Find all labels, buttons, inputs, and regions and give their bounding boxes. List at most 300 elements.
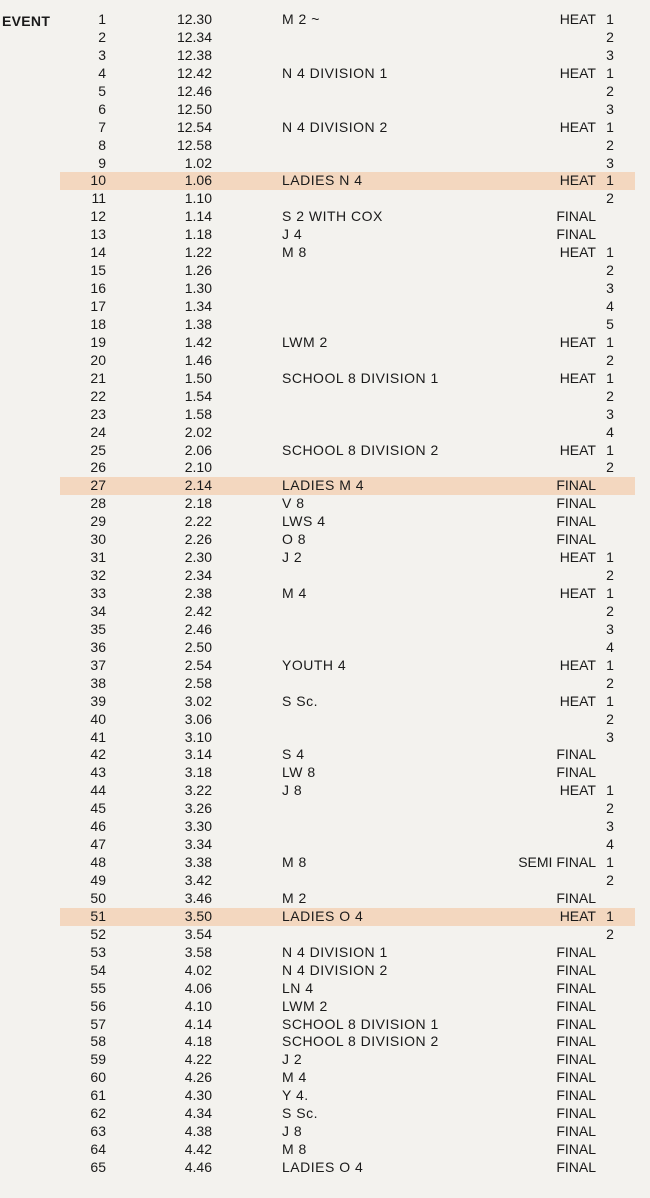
event-time: 1.38: [184, 315, 212, 332]
race-name: SCHOOL 8 DIVISION 2: [282, 1033, 439, 1050]
race-stage: HEAT: [559, 585, 596, 601]
event-time: 1.06: [184, 172, 212, 189]
race-stage: FINAL: [556, 513, 596, 530]
event-time: 2.26: [184, 531, 212, 548]
event-row: [0, 585, 650, 603]
race-stage: FINAL: [556, 477, 596, 494]
event-number: 42: [90, 746, 106, 763]
event-row: [0, 65, 650, 83]
heat-number: 2: [606, 262, 614, 279]
event-time: 4.02: [184, 961, 212, 978]
race-name: LWM 2: [282, 997, 328, 1014]
event-time: 3.10: [184, 728, 212, 745]
event-number: 31: [90, 549, 106, 566]
event-time: 2.38: [184, 585, 212, 601]
race-name: SCHOOL 8 DIVISION 1: [282, 369, 439, 386]
event-row: [0, 746, 650, 764]
event-row: [0, 872, 650, 890]
event-time: 2.02: [184, 423, 212, 440]
event-number: 57: [90, 1015, 106, 1032]
event-number: 52: [90, 925, 106, 942]
event-number: 36: [90, 638, 106, 655]
event-row: [0, 621, 650, 639]
event-row: [0, 908, 650, 926]
race-stage: FINAL: [556, 495, 596, 512]
event-time: 1.42: [184, 333, 212, 350]
event-row: [0, 513, 650, 531]
event-row: [0, 1141, 650, 1159]
event-time: 2.50: [184, 638, 212, 655]
event-number: 16: [90, 280, 106, 297]
event-number: 9: [98, 154, 106, 171]
heat-number: 3: [606, 728, 614, 745]
event-number: 54: [90, 961, 106, 978]
heat-number: 4: [606, 298, 614, 314]
event-number: 25: [90, 441, 106, 458]
race-name: J 8: [282, 1123, 303, 1140]
event-time: 3.30: [184, 818, 212, 835]
event-time: 2.54: [184, 656, 212, 673]
event-number: 10: [90, 172, 106, 189]
event-time: 4.18: [184, 1033, 212, 1050]
event-row: [0, 1033, 650, 1051]
event-number: 22: [90, 387, 106, 404]
event-number: 55: [90, 979, 106, 996]
event-time: 3.54: [184, 925, 212, 942]
race-name: N 4 DIVISION 2: [282, 961, 388, 978]
event-row: [0, 477, 650, 495]
event-time: 4.38: [184, 1123, 212, 1140]
event-number: 34: [90, 602, 106, 619]
event-row: [0, 406, 650, 424]
race-stage: HEAT: [559, 907, 596, 924]
event-number: 56: [90, 997, 106, 1014]
event-time: 1.22: [184, 244, 212, 261]
event-number: 5: [98, 82, 106, 99]
event-row: [0, 1123, 650, 1141]
event-time: 1.14: [184, 208, 212, 225]
event-row: [0, 334, 650, 352]
event-row: [0, 424, 650, 442]
event-number: 39: [90, 692, 106, 709]
event-number: 51: [90, 907, 106, 924]
event-number: 43: [90, 764, 106, 781]
heat-number: 2: [606, 674, 614, 691]
race-name: LW 8: [282, 764, 316, 781]
race-name: LADIES O 4: [282, 1159, 364, 1175]
event-row: [0, 764, 650, 782]
event-time: 4.14: [184, 1015, 212, 1032]
event-time: 3.26: [184, 800, 212, 817]
heat-number: 5: [606, 315, 614, 332]
event-row: [0, 711, 650, 729]
event-time: 2.18: [184, 495, 212, 512]
event-row: [0, 818, 650, 836]
event-time: 4.06: [184, 979, 212, 996]
event-time: 12.50: [176, 100, 212, 117]
race-stage: FINAL: [556, 997, 596, 1014]
event-time: 3.22: [184, 782, 212, 799]
event-number: 18: [90, 315, 106, 332]
event-row: [0, 190, 650, 208]
event-row: [0, 1087, 650, 1105]
event-time: 2.46: [184, 620, 212, 637]
event-time: 1.34: [184, 298, 212, 314]
event-row: [0, 1105, 650, 1123]
event-time: 2.14: [184, 477, 212, 494]
heat-number: 1: [606, 585, 614, 601]
event-row: [0, 11, 650, 29]
race-stage: HEAT: [559, 656, 596, 673]
event-row: [0, 567, 650, 585]
heat-number: 2: [606, 925, 614, 942]
event-row: [0, 657, 650, 675]
race-name: J 8: [282, 782, 303, 799]
event-schedule-list: [0, 11, 650, 1177]
heat-number: 2: [606, 872, 614, 888]
race-stage: HEAT: [559, 692, 596, 709]
heat-number: 2: [606, 459, 614, 476]
event-number: 2: [98, 28, 106, 45]
heat-number: 3: [606, 154, 614, 171]
heat-number: 1: [606, 118, 614, 135]
race-name: S Sc.: [282, 1105, 318, 1122]
event-time: 4.42: [184, 1141, 212, 1158]
heat-number: 1: [606, 11, 614, 27]
event-row: [0, 836, 650, 854]
race-stage: FINAL: [556, 1087, 596, 1104]
heat-number: 2: [606, 567, 614, 584]
event-time: 3.42: [184, 872, 212, 888]
race-stage: FINAL: [556, 1069, 596, 1086]
heat-number: 1: [606, 549, 614, 566]
race-name: M 2 ~: [282, 11, 320, 27]
heat-number: 4: [606, 423, 614, 440]
event-row: [0, 782, 650, 800]
heat-number: 2: [606, 710, 614, 727]
heat-number: 1: [606, 656, 614, 673]
event-row: [0, 280, 650, 298]
event-time: 3.46: [184, 889, 212, 906]
race-stage: HEAT: [559, 118, 596, 135]
event-time: 2.10: [184, 459, 212, 476]
event-number: 49: [90, 872, 106, 888]
race-stage: FINAL: [556, 961, 596, 978]
race-name: S Sc.: [282, 692, 318, 709]
race-name: S 4: [282, 746, 305, 763]
heat-number: 3: [606, 818, 614, 835]
event-time: 2.30: [184, 549, 212, 566]
event-number: 28: [90, 495, 106, 512]
race-name: M 8: [282, 244, 307, 261]
event-row: [0, 980, 650, 998]
race-stage: FINAL: [556, 1123, 596, 1140]
event-number: 11: [91, 190, 106, 207]
event-row: [0, 298, 650, 316]
event-number: 30: [90, 531, 106, 548]
race-name: M 4: [282, 1069, 307, 1086]
race-name: SCHOOL 8 DIVISION 1: [282, 1015, 439, 1032]
heat-number: 2: [606, 387, 614, 404]
event-row: [0, 495, 650, 513]
race-name: LADIES M 4: [282, 477, 365, 494]
heat-number: 4: [606, 836, 614, 853]
event-row: [0, 1069, 650, 1087]
event-number: 19: [90, 333, 106, 350]
event-number: 41: [90, 728, 106, 745]
race-name: LADIES O 4: [282, 907, 364, 924]
heat-number: 1: [606, 333, 614, 350]
heat-number: 1: [606, 369, 614, 386]
event-number: 23: [90, 405, 106, 422]
event-time: 1.58: [184, 405, 212, 422]
event-row: [0, 549, 650, 567]
event-number: 6: [98, 100, 106, 117]
heat-number: 2: [606, 602, 614, 619]
event-time: 3.50: [184, 907, 212, 924]
event-number: 13: [90, 226, 106, 243]
event-number: 63: [90, 1123, 106, 1140]
race-stage: HEAT: [559, 172, 596, 189]
event-row: [0, 1016, 650, 1034]
event-number: 59: [90, 1051, 106, 1068]
event-time: 1.46: [184, 351, 212, 368]
race-stage: FINAL: [556, 764, 596, 781]
event-time: 3.06: [184, 710, 212, 727]
event-number: 4: [98, 64, 106, 81]
race-stage: HEAT: [559, 11, 596, 27]
heat-number: 4: [606, 638, 614, 655]
event-time: 12.58: [176, 136, 212, 153]
heat-number: 2: [606, 351, 614, 368]
event-row: [0, 155, 650, 173]
heat-number: 1: [606, 172, 614, 189]
race-stage: FINAL: [556, 979, 596, 996]
race-stage: FINAL: [556, 889, 596, 906]
race-name: N 4 DIVISION 2: [282, 118, 388, 135]
event-row: [0, 531, 650, 549]
race-stage: HEAT: [559, 782, 596, 799]
race-name: N 4 DIVISION 1: [282, 943, 388, 960]
event-row: [0, 854, 650, 872]
event-time: 3.38: [184, 854, 212, 871]
race-name: M 8: [282, 1141, 307, 1158]
event-row: [0, 926, 650, 944]
heat-number: 2: [606, 82, 614, 99]
race-stage: FINAL: [556, 1141, 596, 1158]
event-time: 3.18: [184, 764, 212, 781]
race-stage: FINAL: [556, 1105, 596, 1122]
event-row: [0, 226, 650, 244]
event-row: [0, 442, 650, 460]
heat-number: 3: [606, 46, 614, 63]
event-number: 50: [90, 889, 106, 906]
event-number: 3: [98, 46, 106, 63]
heat-number: 2: [606, 136, 614, 153]
event-row: [0, 137, 650, 155]
event-time: 12.54: [176, 118, 212, 135]
event-time: 1.18: [184, 226, 212, 243]
heat-number: 3: [606, 405, 614, 422]
race-stage: HEAT: [559, 549, 596, 566]
event-column-label: EVENT: [2, 13, 51, 29]
heat-number: 1: [606, 782, 614, 799]
event-time: 2.42: [184, 602, 212, 619]
event-time: 4.26: [184, 1069, 212, 1086]
event-number: 37: [90, 656, 106, 673]
race-stage: FINAL: [556, 208, 596, 225]
heat-number: 1: [606, 64, 614, 81]
event-number: 61: [90, 1087, 106, 1104]
event-time: 4.46: [184, 1159, 212, 1175]
event-number: 15: [90, 262, 106, 279]
race-name: LWS 4: [282, 513, 326, 530]
event-row: [0, 370, 650, 388]
event-time: 1.30: [184, 280, 212, 297]
race-stage: FINAL: [556, 1159, 596, 1175]
event-number: 44: [90, 782, 106, 799]
event-number: 8: [98, 136, 106, 153]
race-stage: HEAT: [559, 441, 596, 458]
heat-number: 3: [606, 280, 614, 297]
heat-number: 2: [606, 190, 614, 207]
race-stage: HEAT: [559, 244, 596, 261]
event-time: 4.34: [184, 1105, 212, 1122]
race-stage: FINAL: [556, 226, 596, 243]
event-row: [0, 352, 650, 370]
race-name: O 8: [282, 531, 307, 548]
event-number: 45: [90, 800, 106, 817]
event-number: 40: [90, 710, 106, 727]
event-row: [0, 29, 650, 47]
event-number: 26: [90, 459, 106, 476]
event-row: [0, 119, 650, 137]
event-number: 17: [90, 298, 106, 314]
event-row: [0, 729, 650, 747]
event-time: 1.50: [184, 369, 212, 386]
event-time: 2.34: [184, 567, 212, 584]
heat-number: 1: [606, 244, 614, 261]
event-number: 48: [90, 854, 106, 871]
event-time: 2.22: [184, 513, 212, 530]
heat-number: 1: [606, 854, 614, 871]
event-number: 14: [90, 244, 106, 261]
event-time: 4.10: [184, 997, 212, 1014]
event-time: 3.02: [184, 692, 212, 709]
event-time: 12.42: [176, 64, 212, 81]
event-row: [0, 262, 650, 280]
event-number: 21: [90, 369, 106, 386]
event-number: 1: [98, 11, 106, 27]
race-name: J 2: [282, 1051, 303, 1068]
event-number: 29: [90, 513, 106, 530]
event-time: 4.30: [184, 1087, 212, 1104]
race-name: N 4 DIVISION 1: [282, 64, 388, 81]
event-number: 64: [90, 1141, 106, 1158]
event-number: 38: [90, 674, 106, 691]
race-name: V 8: [282, 495, 305, 512]
event-row: [0, 47, 650, 65]
event-time: 3.34: [184, 836, 212, 853]
race-stage: FINAL: [556, 1033, 596, 1050]
event-row: [0, 693, 650, 711]
event-row: [0, 675, 650, 693]
event-number: 35: [90, 620, 106, 637]
event-number: 65: [90, 1159, 106, 1175]
race-name: SCHOOL 8 DIVISION 2: [282, 441, 439, 458]
heat-number: 1: [606, 907, 614, 924]
event-row: [0, 603, 650, 621]
event-time: 1.54: [184, 387, 212, 404]
event-time: 2.58: [184, 674, 212, 691]
event-row: [0, 83, 650, 101]
event-row: [0, 962, 650, 980]
race-stage: FINAL: [556, 531, 596, 548]
event-row: [0, 388, 650, 406]
race-name: LN 4: [282, 979, 314, 996]
race-name: YOUTH 4: [282, 656, 347, 673]
race-name: M 8: [282, 854, 307, 871]
event-row: [0, 316, 650, 334]
event-number: 24: [90, 423, 106, 440]
event-row: [0, 172, 650, 190]
event-number: 60: [90, 1069, 106, 1086]
race-stage: SEMI FINAL: [518, 854, 596, 871]
event-row: [0, 890, 650, 908]
event-time: 1.10: [184, 190, 212, 207]
race-name: M 4: [282, 585, 307, 601]
race-name: S 2 WITH COX: [282, 208, 383, 225]
event-row: [0, 998, 650, 1016]
race-name: LWM 2: [282, 333, 328, 350]
event-time: 1.02: [184, 154, 212, 171]
event-row: [0, 944, 650, 962]
event-row: [0, 208, 650, 226]
heat-number: 1: [606, 441, 614, 458]
event-time: 3.58: [184, 943, 212, 960]
event-row: [0, 639, 650, 657]
event-row: [0, 101, 650, 119]
event-time: 12.30: [176, 11, 212, 27]
heat-number: 2: [606, 800, 614, 817]
event-time: 1.26: [184, 262, 212, 279]
event-time: 12.38: [176, 46, 212, 63]
event-row: [0, 459, 650, 477]
event-row: [0, 1051, 650, 1069]
heat-number: 3: [606, 620, 614, 637]
race-stage: FINAL: [556, 746, 596, 763]
event-time: 3.14: [184, 746, 212, 763]
race-name: Y 4.: [282, 1087, 309, 1104]
event-number: 58: [90, 1033, 106, 1050]
event-time: 4.22: [184, 1051, 212, 1068]
heat-number: 2: [606, 28, 614, 45]
event-number: 27: [90, 477, 106, 494]
event-time: 2.06: [184, 441, 212, 458]
race-name: LADIES N 4: [282, 172, 363, 189]
race-stage: HEAT: [559, 333, 596, 350]
race-stage: HEAT: [559, 64, 596, 81]
event-number: 62: [90, 1105, 106, 1122]
race-stage: FINAL: [556, 1051, 596, 1068]
event-number: 47: [90, 836, 106, 853]
event-number: 7: [98, 118, 106, 135]
event-row: [0, 244, 650, 262]
event-row: [0, 1159, 650, 1177]
event-time: 12.46: [176, 82, 212, 99]
race-stage: FINAL: [556, 943, 596, 960]
race-name: M 2: [282, 889, 307, 906]
